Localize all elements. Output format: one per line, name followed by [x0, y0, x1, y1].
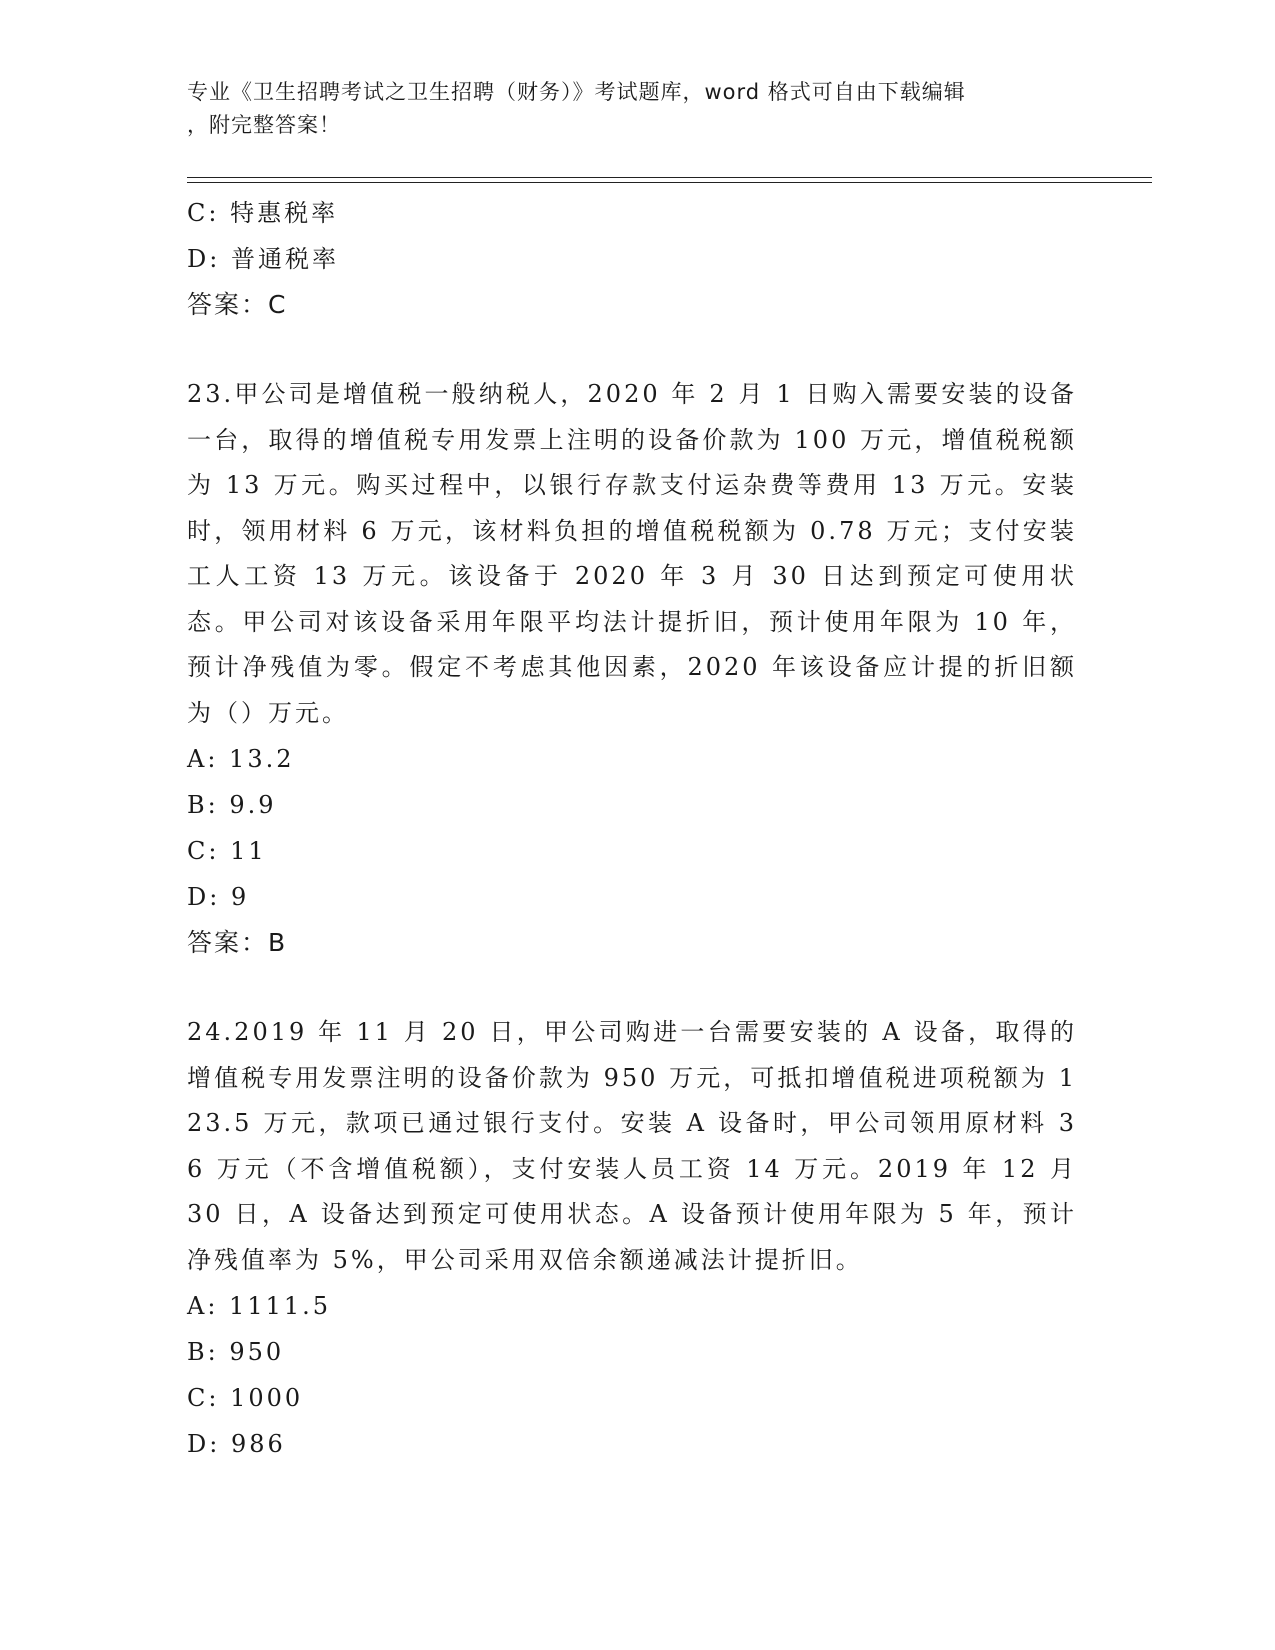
- header-divider-top: [187, 177, 1152, 178]
- question-text: 24.2019 年 11 月 20 日，甲公司购进一台需要安装的 A 设备，取得的增值税专用发票注明的设备价款为 950 万元，可抵扣增值税进项税额为 123.5 万元，款项已通过银行支付。安装 A 设备时，甲公司领用原材料 36 万元（不含增值税额），支付安装人员工资 14 万元。2019 年 12 月 30 日，A 设备达到预定可使用状态。A 设备预计使用年限为 5 年，预计净残值率为 5%，甲公司采用双倍余额递减法计提折旧。: [187, 1018, 1077, 1274]
- document-header: [187, 76, 1067, 142]
- option-d: D: 普通税率: [187, 245, 339, 273]
- header-line-2: ，附完整答案！: [187, 113, 341, 137]
- option-a: A: 13.2: [187, 745, 295, 773]
- option-c: C: 1000: [187, 1384, 304, 1412]
- option-d: D: 986: [187, 1430, 286, 1458]
- answer-line: 答案：C: [187, 290, 288, 319]
- question-23: [187, 372, 1077, 966]
- document-body: [187, 190, 1077, 1467]
- option-b: B: 9.9: [187, 791, 277, 819]
- option-b: B: 950: [187, 1338, 285, 1366]
- answer-line: 答案：B: [187, 928, 288, 957]
- spacer: [187, 966, 1077, 1010]
- option-a: A: 1111.5: [187, 1292, 332, 1320]
- spacer: [187, 328, 1077, 372]
- option-d: D: 9: [187, 883, 250, 911]
- option-c: C: 特惠税率: [187, 199, 339, 227]
- header-divider-bottom: [187, 182, 1152, 183]
- question-text: 23.甲公司是增值税一般纳税人，2020 年 2 月 1 日购入需要安装的设备一台，取得的增值税专用发票上注明的设备价款为 100 万元，增值税税额为 13 万元。购买过程中，以银行存款支付运杂费等费用 13 万元。安装时，领用材料 6 万元，该材料负担的增值税税额为 0.78 万元；支付安装工人工资 13 万元。该设备于 2020 年 3 月 30 日达到预定可使用状态。甲公司对该设备采用年限平均法计提折旧，预计使用年限为 10 年，预计净残值为零。假定不考虑其他因素，2020 年该设备应计提的折旧额为（）万元。: [187, 380, 1077, 727]
- previous-question-tail: [187, 190, 1077, 328]
- option-c: C: 11: [187, 837, 267, 865]
- header-line-1: 专业《卫生招聘考试之卫生招聘（财务）》考试题库，word 格式可自由下载编辑: [187, 80, 966, 104]
- question-24: [187, 1010, 1077, 1467]
